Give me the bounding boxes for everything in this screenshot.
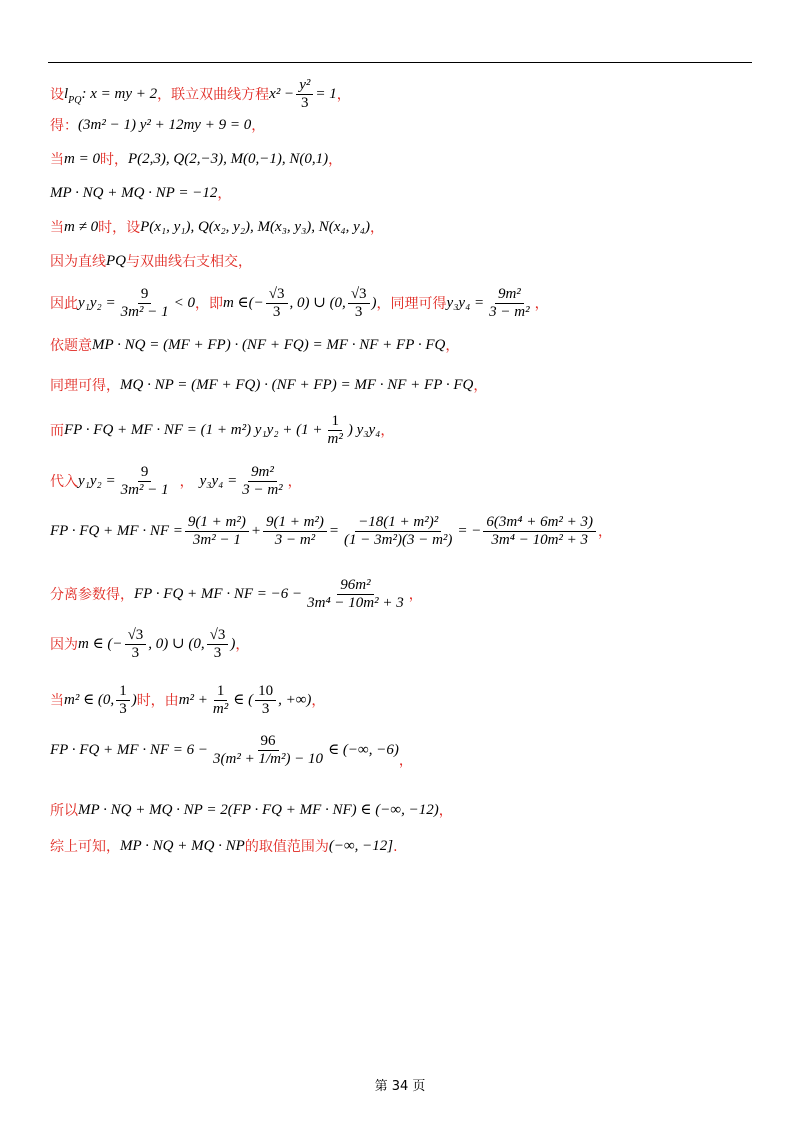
denominator: m² — [327, 431, 343, 447]
solution-line-4 — [50, 186, 231, 201]
fraction — [118, 465, 172, 498]
solution-line-2 — [50, 118, 265, 133]
fraction — [266, 287, 288, 320]
text: ， — [287, 473, 302, 490]
numerator: 1 — [116, 684, 130, 701]
text: 分离参数得， — [50, 586, 134, 603]
denominator: 3 − m² — [274, 532, 316, 548]
math: + — [250, 523, 261, 539]
solution-line-5 — [50, 220, 384, 235]
text: 时，由 — [136, 692, 179, 709]
numerator: √3 — [348, 287, 370, 304]
text: ， — [398, 752, 413, 769]
denominator: 3 − m² — [242, 482, 283, 498]
math: ∈ (−∞, −6) — [328, 742, 399, 758]
text: ， — [336, 86, 351, 103]
numerator: 9m² — [248, 465, 277, 482]
math: ) y₃y₄ — [347, 422, 381, 438]
solution-line-18 — [50, 839, 398, 854]
math: l — [64, 86, 69, 102]
text: 的取值范围为 — [244, 838, 329, 855]
math: ) — [230, 636, 236, 652]
math: x² − — [269, 86, 295, 102]
math: m ∈ — [222, 295, 249, 311]
text: ，即 — [194, 295, 223, 312]
numerator: 9(1 + m²) — [263, 515, 327, 532]
denominator: m² — [212, 701, 229, 717]
text: 所以 — [50, 802, 78, 819]
text: 同理可得， — [50, 377, 120, 394]
math: = − — [457, 523, 482, 539]
math: FP · FQ + MF · NF = 6 − — [50, 742, 208, 758]
solution-line-15 — [50, 684, 325, 717]
denominator: 3m² − 1 — [192, 532, 241, 548]
math: FP · FQ + MF · NF = −6 − — [134, 586, 303, 602]
denominator: 3m⁴ − 10m² + 3 — [491, 532, 589, 548]
fraction — [210, 684, 231, 717]
math: m ∈ (− — [78, 636, 123, 652]
fraction — [348, 287, 370, 320]
math: = 1 — [315, 86, 337, 102]
text: ， — [370, 219, 385, 236]
text: ， — [408, 586, 423, 603]
numerator: 10 — [255, 684, 276, 701]
denominator: 3 — [131, 645, 140, 661]
numerator: 1 — [214, 684, 228, 701]
denominator: 3(m² + 1/m²) − 10 — [213, 751, 324, 767]
text: 得： — [50, 117, 78, 134]
math: (− — [248, 295, 264, 311]
text: ，同理可得 — [376, 295, 447, 312]
math: FP · FQ + MF · NF = — [50, 523, 183, 539]
fraction — [116, 684, 130, 717]
header-rule — [48, 62, 752, 63]
text: ， — [328, 151, 343, 168]
text: 因此 — [50, 295, 78, 312]
numerator: 1 — [328, 414, 342, 431]
text: 设 — [50, 86, 64, 103]
denominator: 3m² − 1 — [120, 304, 169, 320]
text: 时，设 — [98, 219, 141, 236]
denominator: 3 — [261, 701, 270, 717]
text: . — [393, 838, 398, 855]
numerator: √3 — [207, 628, 229, 645]
solution-line-16 — [50, 734, 413, 767]
math: , 0) ∪ (0, — [148, 636, 205, 652]
solution-line-3 — [50, 152, 342, 167]
math: y₁y₂ = — [78, 295, 116, 311]
numerator: 9 — [138, 465, 152, 482]
text: ， — [534, 295, 549, 312]
math: (−∞, −12] — [328, 838, 394, 854]
page-footer: 第 34 页 — [374, 1079, 426, 1094]
denominator: 3 — [354, 304, 363, 320]
fraction — [341, 515, 455, 548]
math: y₁y₂ = — [78, 473, 116, 489]
text: 而 — [50, 422, 64, 439]
math: y₃y₄ = — [446, 295, 485, 311]
fraction — [483, 515, 596, 548]
fraction — [263, 515, 327, 548]
math: = — [328, 523, 340, 539]
denominator: 3 — [272, 304, 281, 320]
text: 综上可知， — [50, 838, 120, 855]
solution-line-1 — [50, 78, 351, 111]
text: 当 — [50, 692, 64, 709]
denominator: (1 − 3m²)(3 − m²) — [344, 532, 453, 548]
solution-line-6 — [50, 254, 252, 269]
math: m² ∈ (0, — [64, 692, 115, 708]
fraction — [239, 465, 285, 498]
fraction — [304, 578, 407, 611]
numerator: y² — [296, 78, 313, 95]
text: 依题意 — [50, 337, 92, 354]
text: ， — [251, 117, 266, 134]
math: MP · NQ + MQ · NP = 2(FP · FQ + MF · NF) ∈ (−∞, −12) — [78, 802, 439, 818]
text: ，联立双曲线方程 — [157, 86, 270, 103]
text: ， — [438, 802, 453, 819]
numerator: 9(1 + m²) — [185, 515, 249, 532]
math: y₃y₄ = — [199, 473, 238, 489]
fraction — [185, 515, 249, 548]
fraction — [210, 734, 326, 767]
numerator: 96m² — [337, 578, 373, 595]
solution-line-12 — [50, 515, 612, 548]
numerator: √3 — [266, 287, 288, 304]
text: ， — [380, 422, 395, 439]
math: P(2,3), Q(2,−3), M(0,−1), N(0,1) — [127, 151, 329, 167]
math: , +∞) — [278, 692, 312, 708]
math: m² + — [178, 692, 208, 708]
numerator: −18(1 + m²)² — [355, 515, 441, 532]
math: m = 0 — [64, 151, 100, 167]
math: < 0 — [173, 295, 195, 311]
denominator: 3 — [213, 645, 222, 661]
denominator: 3 — [119, 701, 127, 717]
math-subscript: PQ — [68, 94, 82, 106]
solution-line-9 — [50, 378, 487, 393]
fraction — [125, 628, 147, 661]
math: MQ · NP = (MF + FQ) · (NF + FP) = MF · NF + FP · FQ — [120, 377, 474, 393]
text: ， — [473, 377, 488, 394]
denominator: 3m² − 1 — [120, 482, 169, 498]
text: ， — [598, 523, 613, 540]
text: ， — [235, 636, 250, 653]
denominator: 3 — [301, 95, 309, 111]
math: MP · NQ + MQ · NP — [120, 838, 245, 854]
solution-line-17 — [50, 803, 453, 818]
math: MP · NQ = (MF + FP) · (NF + FQ) = MF · NF + FP · FQ — [92, 337, 446, 353]
text: 时， — [99, 151, 128, 168]
solution-line-11 — [50, 465, 302, 498]
math: , 0) ∪ (0, — [289, 295, 346, 311]
text: ， — [179, 473, 194, 490]
solution-line-13 — [50, 578, 423, 611]
math: MP · NQ + MQ · NP = −12 — [50, 185, 218, 201]
numerator: 6(3m⁴ + 6m² + 3) — [483, 515, 596, 532]
numerator: 9m² — [495, 287, 524, 304]
text: 代入 — [50, 473, 78, 490]
fraction — [325, 414, 346, 447]
math: ) — [371, 295, 377, 311]
text: 与双曲线右支相交， — [126, 253, 252, 270]
text: 当 — [50, 151, 64, 168]
fraction — [486, 287, 532, 320]
solution-line-10 — [50, 414, 394, 447]
solution-line-14 — [50, 628, 249, 661]
solution-line-8 — [50, 338, 459, 353]
text: ， — [311, 692, 326, 709]
text: 因为直线 — [50, 253, 106, 270]
text: 当 — [50, 219, 64, 236]
math: ∈ ( — [233, 692, 254, 708]
solution-line-7 — [50, 287, 549, 320]
fraction — [255, 684, 276, 717]
text: 因为 — [50, 636, 78, 653]
math: m ≠ 0 — [64, 219, 99, 235]
fraction — [296, 78, 313, 111]
math: FP · FQ + MF · NF = (1 + m²) y₁y₂ + (1 + — [64, 422, 323, 438]
fraction — [118, 287, 172, 320]
numerator: 96 — [258, 734, 279, 751]
math: ) — [131, 692, 137, 708]
math: : x = my + 2 — [81, 86, 158, 102]
denominator: 3m⁴ − 10m² + 3 — [307, 595, 404, 611]
math: PQ — [106, 253, 126, 269]
denominator: 3 − m² — [489, 304, 530, 320]
text: ， — [217, 185, 232, 202]
text: ， — [445, 337, 460, 354]
math: P(x₁, y₁), Q(x₂, y₂), M(x₃, y₃), N(x₄, y₄) — [140, 219, 371, 235]
numerator: √3 — [125, 628, 147, 645]
numerator: 9 — [138, 287, 152, 304]
fraction — [207, 628, 229, 661]
math: (3m² − 1) y² + 12my + 9 = 0 — [78, 117, 252, 133]
